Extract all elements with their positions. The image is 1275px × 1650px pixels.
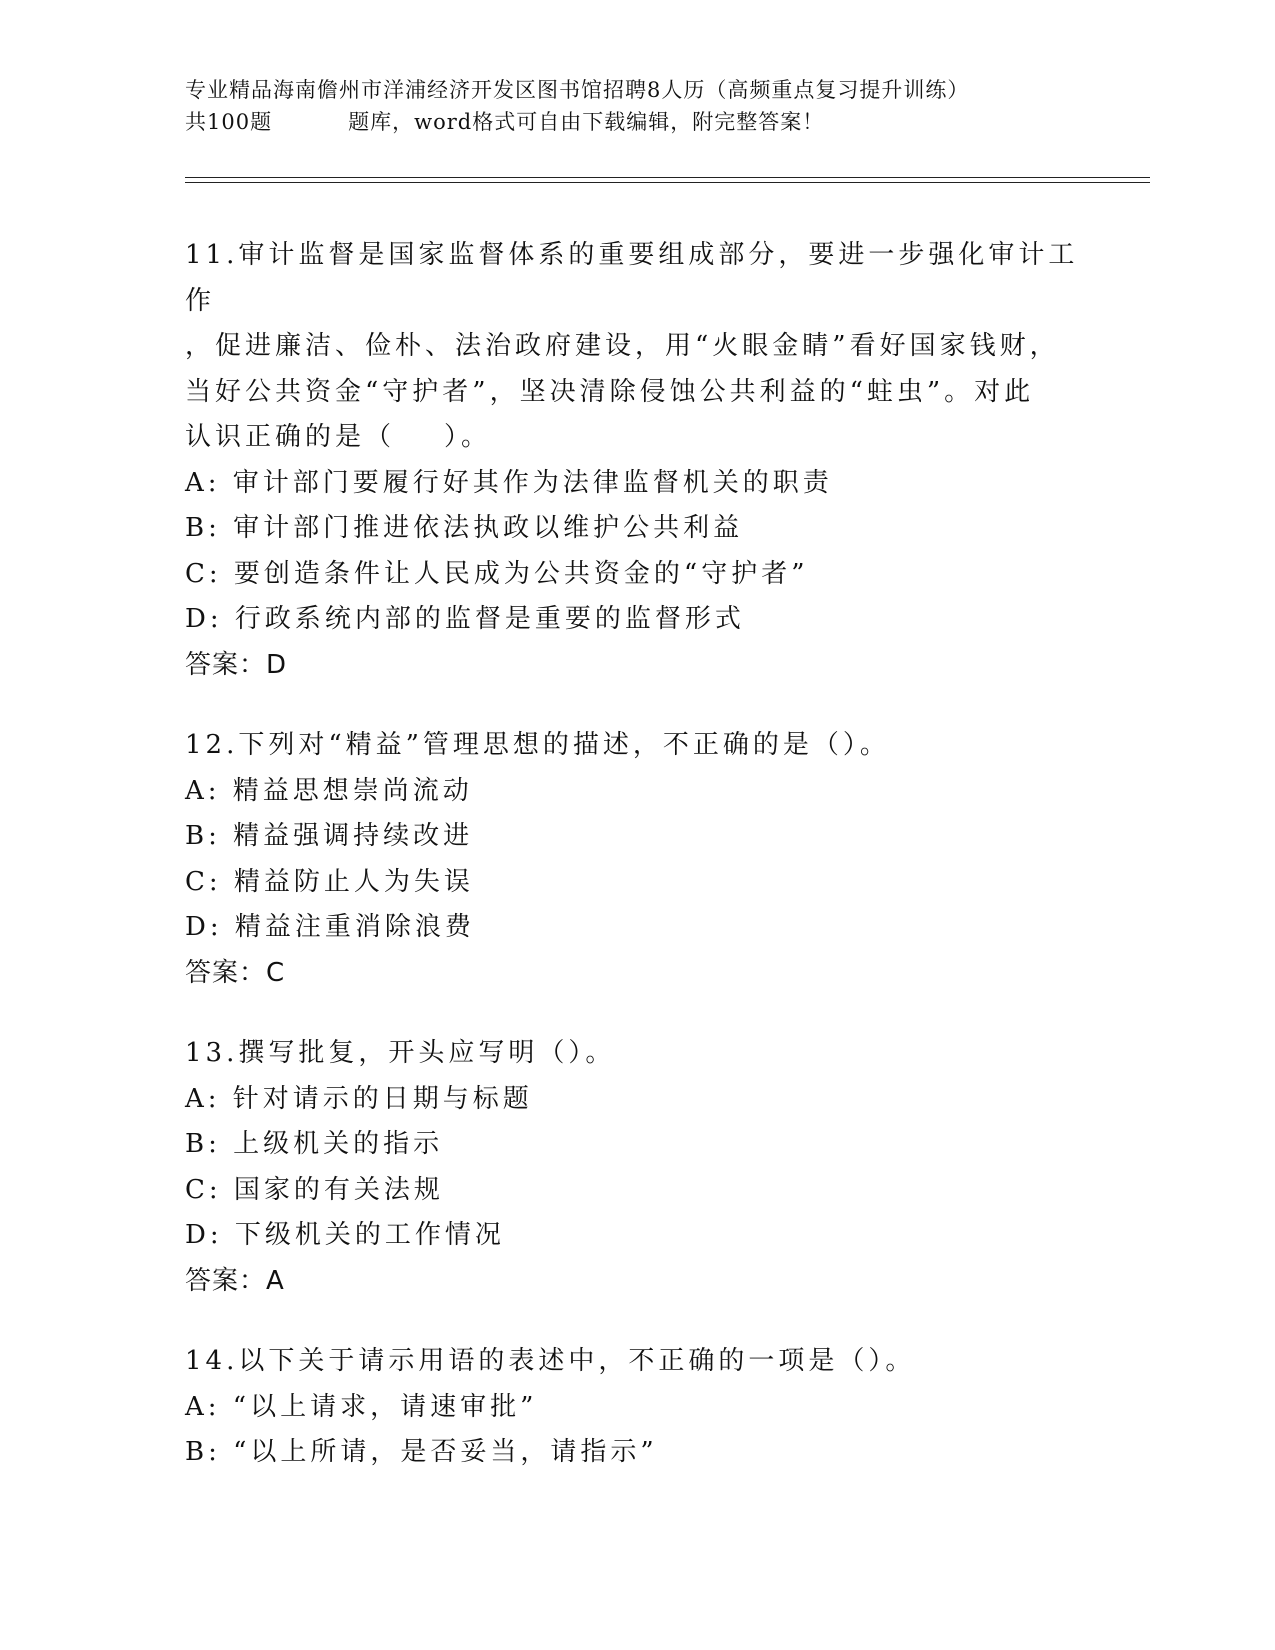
question-13 — [185, 1031, 1085, 1304]
option-b: B: 审计部门推进依法执政以维护公共利益 — [185, 513, 744, 543]
option-a: A: 针对请示的日期与标题 — [185, 1083, 533, 1114]
option-a: A: 审计部门要履行好其作为法律监督机关的职责 — [185, 467, 833, 498]
question-stem-line: 当好公共资金“守护者”，坚决清除侵蚀公共利益的“蛀虫”。对此 — [185, 376, 1035, 407]
option-c: C: 要创造条件让人民成为公共资金的“守护者” — [185, 558, 809, 589]
answer-label: 答案：D — [185, 649, 288, 680]
header-divider — [185, 177, 1150, 183]
option-d: D: 精益注重消除浪费 — [185, 912, 475, 942]
question-14 — [185, 1339, 1085, 1476]
question-12 — [185, 723, 1085, 996]
option-b: B: 精益强调持续改进 — [185, 821, 474, 851]
question-stem-line: 认识正确的是（ ）。 — [185, 422, 492, 452]
option-c: C: 国家的有关法规 — [185, 1174, 444, 1205]
answer-label: 答案：A — [185, 1265, 285, 1296]
option-a: A: 精益思想崇尚流动 — [185, 775, 473, 806]
divider-line-bottom — [185, 182, 1150, 183]
question-count: 共100题 — [185, 110, 273, 134]
question-stem-line: ，促进廉洁、俭朴、法治政府建设，用“火眼金睛”看好国家钱财， — [185, 331, 1060, 361]
option-d: D: 下级机关的工作情况 — [185, 1220, 505, 1250]
header-title-line: 专业精品海南儋州市洋浦经济开发区图书馆招聘8人历（高频重点复习提升训练） — [185, 78, 970, 102]
header-subtitle-line — [185, 106, 1085, 138]
option-b: B: 上级机关的指示 — [185, 1129, 444, 1159]
option-c: C: 精益防止人为失误 — [185, 866, 474, 897]
question-11 — [185, 233, 1085, 688]
option-a: A: “以上请求，请速审批” — [185, 1391, 538, 1422]
question-stem-line: 11.审计监督是国家监督体系的重要组成部分，要进一步强化审计工作 — [185, 240, 1079, 316]
divider-line-top — [185, 177, 1150, 178]
question-stem-line: 14.以下关于请示用语的表述中，不正确的一项是（）。 — [185, 1346, 916, 1376]
answer-label: 答案：C — [185, 957, 286, 988]
question-stem-line: 12.下列对“精益”管理思想的描述，不正确的是（）。 — [185, 730, 890, 760]
question-list — [185, 233, 1085, 1511]
question-stem-line: 13.撰写批复，开头应写明（）。 — [185, 1038, 616, 1068]
option-b: B: “以上所请，是否妥当，请指示” — [185, 1437, 658, 1467]
document-header — [185, 74, 1085, 138]
download-note: 题库，word格式可自由下载编辑，附完整答案！ — [348, 110, 825, 134]
option-d: D: 行政系统内部的监督是重要的监督形式 — [185, 604, 745, 634]
